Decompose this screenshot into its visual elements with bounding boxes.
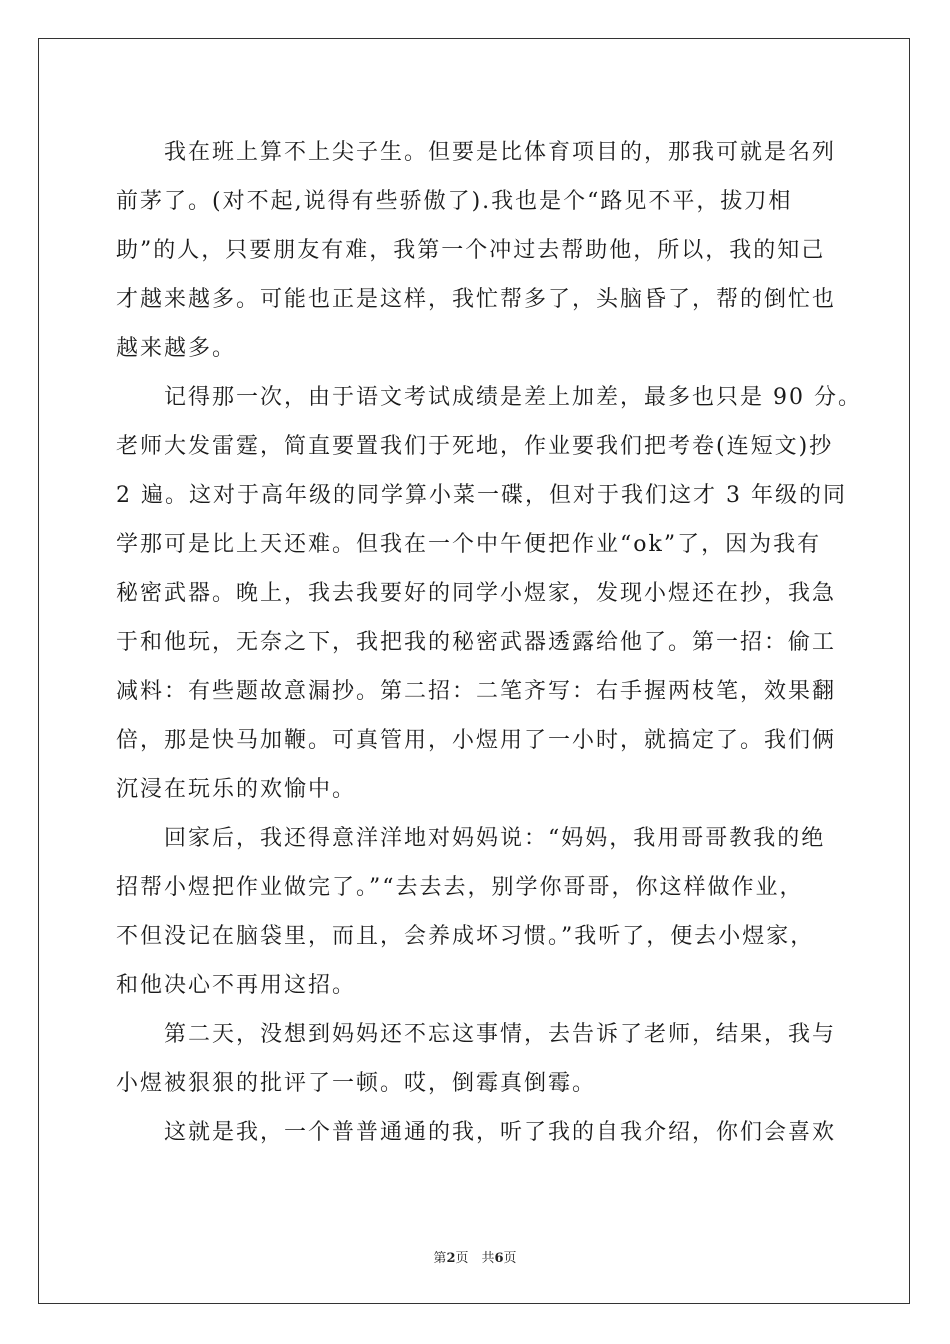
paragraph-1 xyxy=(116,128,836,373)
paragraph-2 xyxy=(116,373,862,814)
text-line: 小煜被狠狠的批评了一顿。哎，倒霉真倒霉。 xyxy=(116,1071,597,1096)
text-line: 记得那一次，由于语文考试成绩是差上加差，最多也只是 90 分。 xyxy=(164,385,862,410)
text-line: 老师大发雷霆，简直要置我们于死地，作业要我们把考卷(连短文)抄 xyxy=(116,434,834,459)
text-line: 招帮小煜把作业做完了。”“去去去，别学你哥哥，你这样做作业， xyxy=(116,875,804,900)
document-body xyxy=(116,128,862,1157)
text-line: 我在班上算不上尖子生。但要是比体育项目的，那我可就是名列 xyxy=(164,140,837,165)
current-page-number: 2 xyxy=(446,1251,456,1266)
paragraph-5 xyxy=(116,1108,836,1157)
text-line: 倍，那是快马加鞭。可真管用，小煜用了一小时，就搞定了。我们俩 xyxy=(116,728,837,753)
text-line: 助”的人，只要朋友有难，我第一个冲过去帮助他，所以，我的知己 xyxy=(116,238,826,263)
page-number-footer xyxy=(0,1247,950,1266)
text-line: 2 遍。这对于高年级的同学算小菜一碟，但对于我们这才 3 年级的同 xyxy=(116,483,847,508)
text-line: 不但没记在脑袋里，而且，会养成坏习惯。”我听了，便去小煜家， xyxy=(116,924,815,949)
page-prefix: 第 xyxy=(433,1251,447,1266)
text-line: 和他决心不再用这招。 xyxy=(116,973,357,998)
text-line: 秘密武器。晚上，我去我要好的同学小煜家，发现小煜还在抄，我急 xyxy=(116,581,837,606)
text-line: 于和他玩，无奈之下，我把我的秘密武器透露给他了。第一招：偷工 xyxy=(116,630,837,655)
text-line: 这就是我，一个普普通通的我，听了我的自我介绍，你们会喜欢 xyxy=(164,1120,837,1145)
page-suffix: 页 xyxy=(503,1251,517,1266)
text-line: 第二天，没想到妈妈还不忘这事情，去告诉了老师，结果，我与 xyxy=(164,1022,837,1047)
text-line: 前茅了。(对不起,说得有些骄傲了).我也是个“路见不平，拔刀相 xyxy=(116,189,793,214)
paragraph-4 xyxy=(116,1010,836,1108)
text-line: 沉浸在玩乐的欢愉中。 xyxy=(116,777,357,802)
text-line: 才越来越多。可能也正是这样，我忙帮多了，头脑昏了，帮的倒忙也 xyxy=(116,287,837,312)
text-line: 回家后，我还得意洋洋地对妈妈说：“妈妈，我用哥哥教我的绝 xyxy=(164,826,826,851)
total-page-count: 6 xyxy=(494,1251,504,1266)
text-line: 减料：有些题故意漏抄。第二招：二笔齐写：右手握两枝笔，效果翻 xyxy=(116,679,837,704)
page-separator: 页 共 xyxy=(455,1251,495,1266)
paragraph-3 xyxy=(116,814,836,1010)
text-line: 越来越多。 xyxy=(116,336,237,361)
text-line: 学那可是比上天还难。但我在一个中午便把作业“ok”了，因为我有 xyxy=(116,532,822,557)
